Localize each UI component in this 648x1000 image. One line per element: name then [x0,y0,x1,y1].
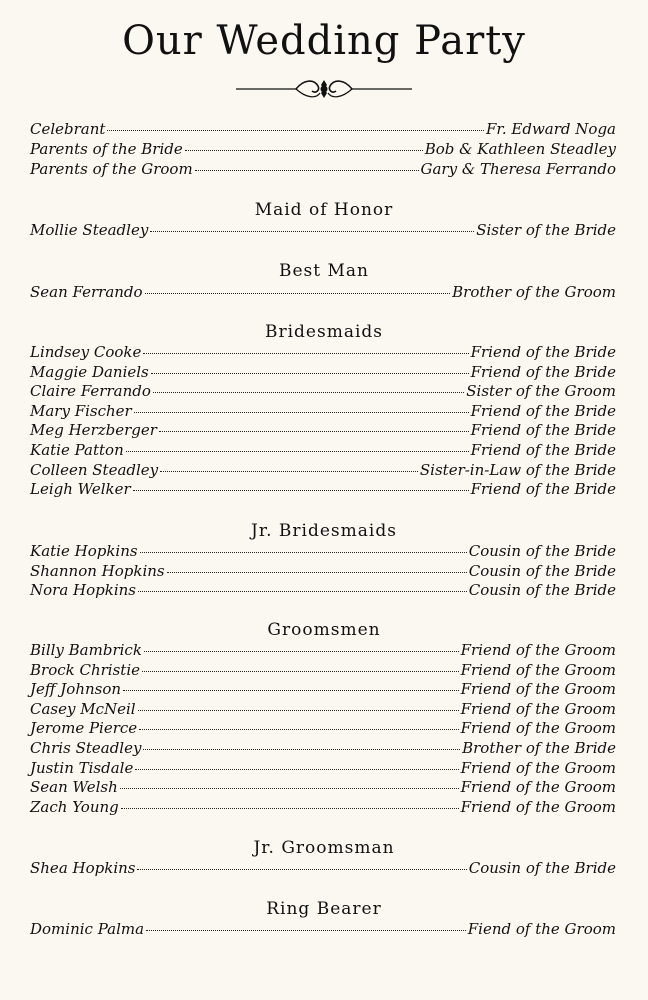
dot-leader [133,490,469,491]
dot-leader [143,749,460,750]
dot-leader [126,451,469,452]
member-name: Casey McNeil [30,700,136,718]
member-role: Friend of the Bride [470,402,616,420]
dot-leader [140,552,467,553]
member-role: Cousin of the Bride [468,562,616,580]
dot-leader [145,293,451,294]
list-item [30,461,616,481]
dot-leader [150,231,474,232]
section-heading: Best Man [278,261,369,281]
member-name: Mollie Steadley [30,221,149,239]
member-role: Friend of the Bride [470,441,616,459]
member-role: Bob & Kathleen Steadley [424,140,616,158]
member-name: Mary Fischer [30,402,132,420]
member-role: Friend of the Groom [460,680,616,698]
list-item [30,562,616,582]
list-item [30,140,616,160]
list-item [30,402,616,422]
member-name: Parents of the Bride [30,140,183,158]
list-item [30,759,616,779]
member-name: Shannon Hopkins [30,562,165,580]
member-role: Friend of the Groom [460,700,616,718]
list-item [30,343,616,363]
list-item [30,441,616,461]
dot-leader [142,671,459,672]
section-heading: Groomsmen [267,620,381,640]
section-heading: Jr. Groomsman [253,838,395,858]
dot-leader [160,471,418,472]
member-role: Cousin of the Bride [468,859,616,877]
section-heading: Maid of Honor [254,200,394,220]
member-name: Brock Christie [30,661,140,679]
member-role: Brother of the Groom [452,283,616,301]
member-name: Katie Patton [30,441,124,459]
section-heading: Bridesmaids [264,322,384,342]
dot-leader [159,431,469,432]
member-name: Justin Tisdale [30,759,134,777]
list-item [30,480,616,500]
member-role: Sister of the Groom [466,382,616,400]
list-item [30,661,616,681]
list-item [30,719,616,739]
dot-leader [151,373,469,374]
dot-leader [138,591,467,592]
member-role: Friend of the Groom [460,759,616,777]
member-role: Friend of the Bride [470,363,616,381]
list-item [30,739,616,759]
member-role: Fr. Edward Noga [485,120,616,138]
dot-leader [139,729,458,730]
dot-leader [146,930,466,931]
list-item [30,581,616,601]
list-item [30,382,616,402]
member-role: Friend of the Groom [460,719,616,737]
flourish-ornament-icon [234,74,414,104]
section-heading: Jr. Bridesmaids [251,521,397,541]
member-name: Billy Bambrick [30,641,142,659]
member-name: Leigh Welker [30,480,131,498]
list-item [30,221,616,241]
dot-leader [195,170,419,171]
member-role: Fiend of the Groom [467,920,616,938]
list-item [30,421,616,441]
section-heading: Ring Bearer [266,899,382,919]
dot-leader [135,769,458,770]
dot-leader [143,353,468,354]
member-name: Chris Steadley [30,739,142,757]
member-name: Maggie Daniels [30,363,149,381]
dot-leader [153,392,464,393]
dot-leader [123,690,459,691]
list-item [30,120,616,140]
dot-leader [167,572,467,573]
list-item [30,363,616,383]
member-name: Jeff Johnson [30,680,122,698]
member-role: Friend of the Groom [460,798,616,816]
member-name: Parents of the Groom [30,160,193,178]
member-role: Gary & Theresa Ferrando [420,160,616,178]
member-role: Sister of the Bride [476,221,616,239]
list-item [30,798,616,818]
page-title: Our Wedding Party [122,18,526,64]
dot-leader [107,130,484,131]
member-name: Katie Hopkins [30,542,138,560]
member-name: Meg Herzberger [30,421,157,439]
list-item [30,680,616,700]
member-name: Lindsey Cooke [30,343,142,361]
member-role: Cousin of the Bride [468,542,616,560]
dot-leader [121,808,459,809]
list-item [30,542,616,562]
member-name: Shea Hopkins [30,859,136,877]
member-role: Brother of the Bride [462,739,616,757]
dot-leader [185,150,423,151]
member-name: Jerome Pierce [30,719,138,737]
list-item [30,641,616,661]
list-item [30,778,616,798]
dot-leader [134,412,469,413]
member-name: Celebrant [30,120,106,138]
member-role: Friend of the Bride [470,421,616,439]
member-role: Friend of the Groom [460,661,616,679]
dot-leader [137,869,466,870]
member-role: Friend of the Bride [470,480,616,498]
member-name: Dominic Palma [30,920,145,938]
member-role: Cousin of the Bride [468,581,616,599]
member-name: Claire Ferrando [30,382,151,400]
member-name: Zach Young [30,798,119,816]
member-role: Sister-in-Law of the Bride [419,461,616,479]
member-name: Nora Hopkins [30,581,136,599]
member-name: Sean Welsh [30,778,118,796]
member-name: Colleen Steadley [30,461,159,479]
list-item [30,700,616,720]
dot-leader [120,788,459,789]
list-item [30,283,616,303]
list-item [30,920,616,940]
list-item [30,160,616,180]
list-item [30,859,616,879]
member-name: Sean Ferrando [30,283,143,301]
dot-leader [138,710,459,711]
member-role: Friend of the Groom [460,641,616,659]
member-role: Friend of the Groom [460,778,616,796]
member-role: Friend of the Bride [470,343,616,361]
dot-leader [144,651,459,652]
